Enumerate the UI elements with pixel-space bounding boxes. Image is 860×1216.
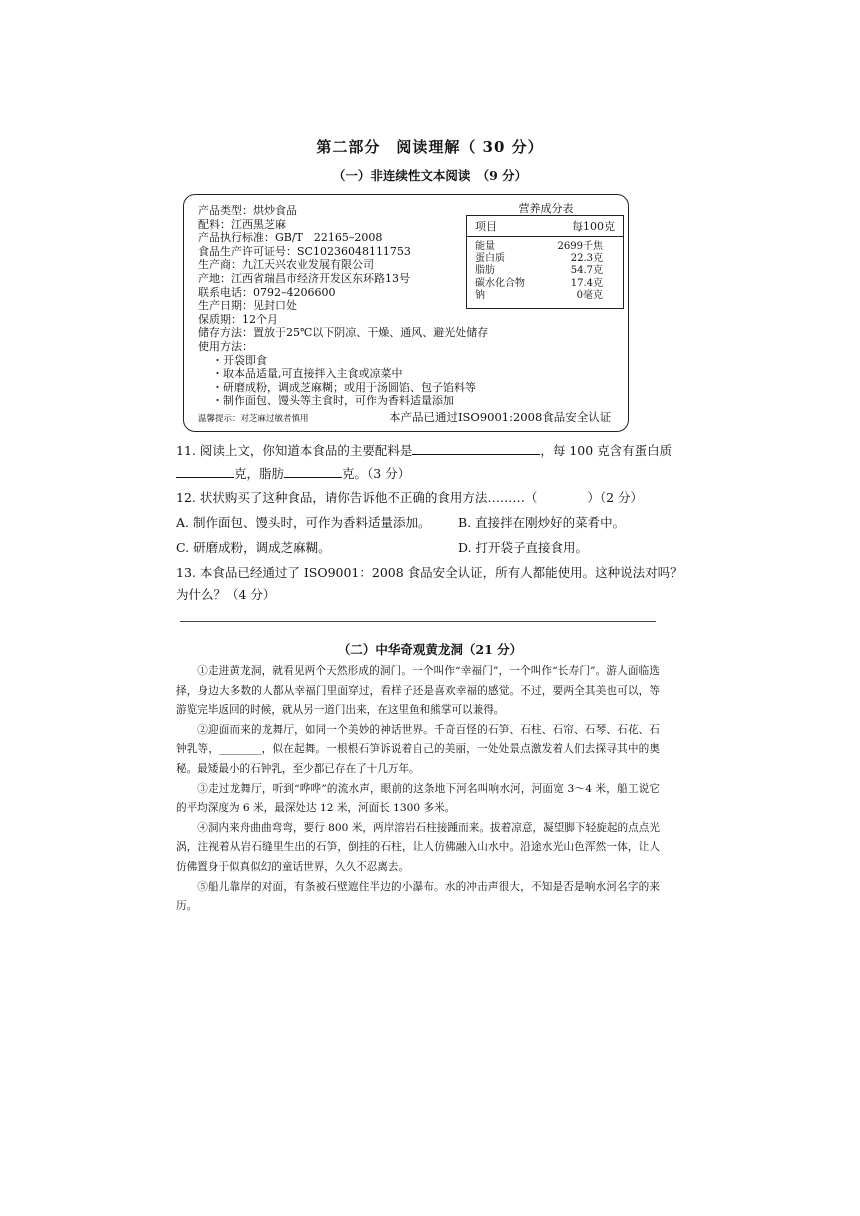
nutrition-col-value: 每100克 — [572, 220, 615, 233]
usage-item: ・取本品适量,可直接拌入主食或凉菜中 — [212, 367, 403, 381]
question-11-line2 — [176, 463, 410, 484]
nutrition-row — [467, 241, 623, 253]
question-13-line2: 为什么？（4 分） — [176, 587, 276, 602]
nutrition-col-item: 项目 — [475, 220, 497, 233]
option-c[interactable]: C. 研磨成粉，调成芝麻糊。 — [176, 540, 331, 555]
label-line: 联系电话：0792–4206600 — [198, 285, 336, 299]
label-line: 储存方法：置放于25℃以下阴凉、干燥、通风、避光处储存 — [198, 326, 489, 340]
nutrient-value: 17.4克 — [570, 277, 603, 289]
label-line: 产品类型：烘炒食品 — [198, 204, 297, 217]
answer-blank[interactable] — [284, 463, 342, 478]
passage-paragraph: ④洞内来舟曲曲弯弯，要行 800 米，两岸溶岩石柱接踵而来。拔着凉意，凝望脚下轻旋起的点点光涡，注视着从岩石缝里生出的石笋，倒挂的石柱，让人仿佛融入山水中。沿途水光山色浑然一体，让人仿佛置身于似真似幻的童话世界，久久不忍离去。 — [176, 821, 660, 873]
label-line: 保质期：12个月 — [198, 312, 278, 326]
nutrient-name: 碳水化合物 — [475, 277, 525, 289]
nutrient-value: 22.3克 — [570, 253, 603, 265]
question-12-stem: 12. 状状购买了这种食品，请你告诉他不正确的食用方法………（ ）（2 分） — [176, 490, 644, 505]
label-line: 产地：江西省瑞昌市经济开发区东环路13号 — [198, 271, 410, 285]
nutrient-name: 能量 — [475, 241, 495, 252]
certification-note: 本产品已通过ISO9001:2008食品安全认证 — [389, 410, 612, 424]
usage-item: ・开袋即食 — [212, 353, 267, 367]
usage-item: ・制作面包、馒头等主食时，可作为香料适量添加 — [212, 394, 454, 408]
nutrition-row — [467, 278, 623, 290]
option-d[interactable]: D. 打开袋子直接食用。 — [458, 540, 589, 555]
nutrition-table-header — [467, 216, 623, 237]
section2-title: （二）中华奇观黄龙洞（21 分） — [337, 642, 523, 657]
question-11-text: ，每 100 克含有蛋白质 — [540, 443, 673, 458]
passage-paragraph: ①走进黄龙洞，就看见两个天然形成的洞门。一个叫作“幸福门”，一个叫作“长寿门”。游人面临选择，身边大多数的人都从幸福门里面穿过，看样子还是喜欢幸福的感觉。不过，要两全其美也可以，等游览完毕返回的时候，就从另一道门出来，在这里鱼和熊掌可以兼得。 — [176, 665, 660, 717]
answer-blank[interactable] — [412, 440, 540, 455]
nutrient-name: 钠 — [475, 289, 485, 301]
passage-paragraph: ⑤船儿靠岸的对面，有条被石壁遮住半边的小瀑布。水的冲击声很大，不知是否是响水河名字的来历。 — [176, 880, 660, 913]
nutrient-name: 蛋白质 — [475, 253, 505, 265]
question-13-line1: 13. 本食品已经通过了 ISO9001：2008 食品安全认证，所有人都能使用。这种说法对吗？ — [176, 565, 683, 580]
question-11-text: 11. 阅读上文，你知道本食品的主要配料是 — [176, 443, 413, 458]
answer-blank[interactable] — [176, 463, 234, 478]
option-a[interactable]: A. 制作面包、馒头时，可作为香料适量添加。 — [176, 515, 431, 530]
label-line: 产品执行标准：GB/T 22165–2008 — [198, 231, 383, 245]
nutrition-row — [467, 290, 623, 302]
nutrient-value: 54.7克 — [570, 265, 603, 277]
nutrition-table — [466, 215, 624, 309]
passage-paragraph: ②迎面而来的龙舞厅，如同一个美妙的神话世界。千奇百怪的石笋、石柱、石帘、石琴、石花、石钟乳等，________，似在起舞。一根根石笋诉说着自己的美丽，一处处景点激发着人们去探寻其中的奥秘。最矮最小的石钟乳，至少都已存在了十几万年。 — [176, 723, 660, 775]
nutrient-value: 2699千焦 — [557, 241, 603, 252]
part-title: 第二部分 阅读理解（ 30 分） — [316, 138, 544, 156]
label-line: 生产商：九江天兴农业发展有限公司 — [198, 258, 374, 272]
label-line: 配料：江西黑芝麻 — [198, 217, 286, 231]
option-b[interactable]: B. 直接拌在刚炒好的菜肴中。 — [458, 515, 626, 530]
warm-tip: 温馨提示：对芝麻过敏者慎用 — [198, 414, 309, 424]
question-11-text: 克。（3 分） — [342, 466, 411, 481]
label-line: 生产日期：见封口处 — [198, 299, 297, 313]
nutrition-row — [467, 253, 623, 265]
nutrition-row — [467, 265, 623, 277]
product-label-info — [198, 204, 488, 408]
question-11-line1 — [176, 440, 672, 461]
usage-item: ・研磨成粉，调成芝麻糊；或用于汤圆馅、包子馅料等 — [212, 380, 476, 394]
label-line: 使用方法： — [198, 339, 253, 353]
section1-title: （一）非连续性文本阅读 （9 分） — [332, 168, 528, 183]
nutrition-table-title: 营养成分表 — [518, 202, 574, 215]
label-line: 食品生产许可证号：SC10236048111753 — [198, 244, 411, 258]
passage-paragraph: ③走过龙舞厅，听到“哗哗”的流水声，眼前的这条地下河名叫响水河，河面宽 3～4 米，船工说它的平均深度为 6 米，最深处达 12 米，河面长 1300 多米。 — [176, 782, 660, 815]
question-11-text: 克，脂肪 — [234, 466, 285, 481]
reading-passage — [176, 662, 660, 917]
answer-line-divider — [180, 621, 656, 622]
nutrient-value: 0毫克 — [576, 289, 603, 301]
nutrient-name: 脂肪 — [475, 265, 495, 277]
